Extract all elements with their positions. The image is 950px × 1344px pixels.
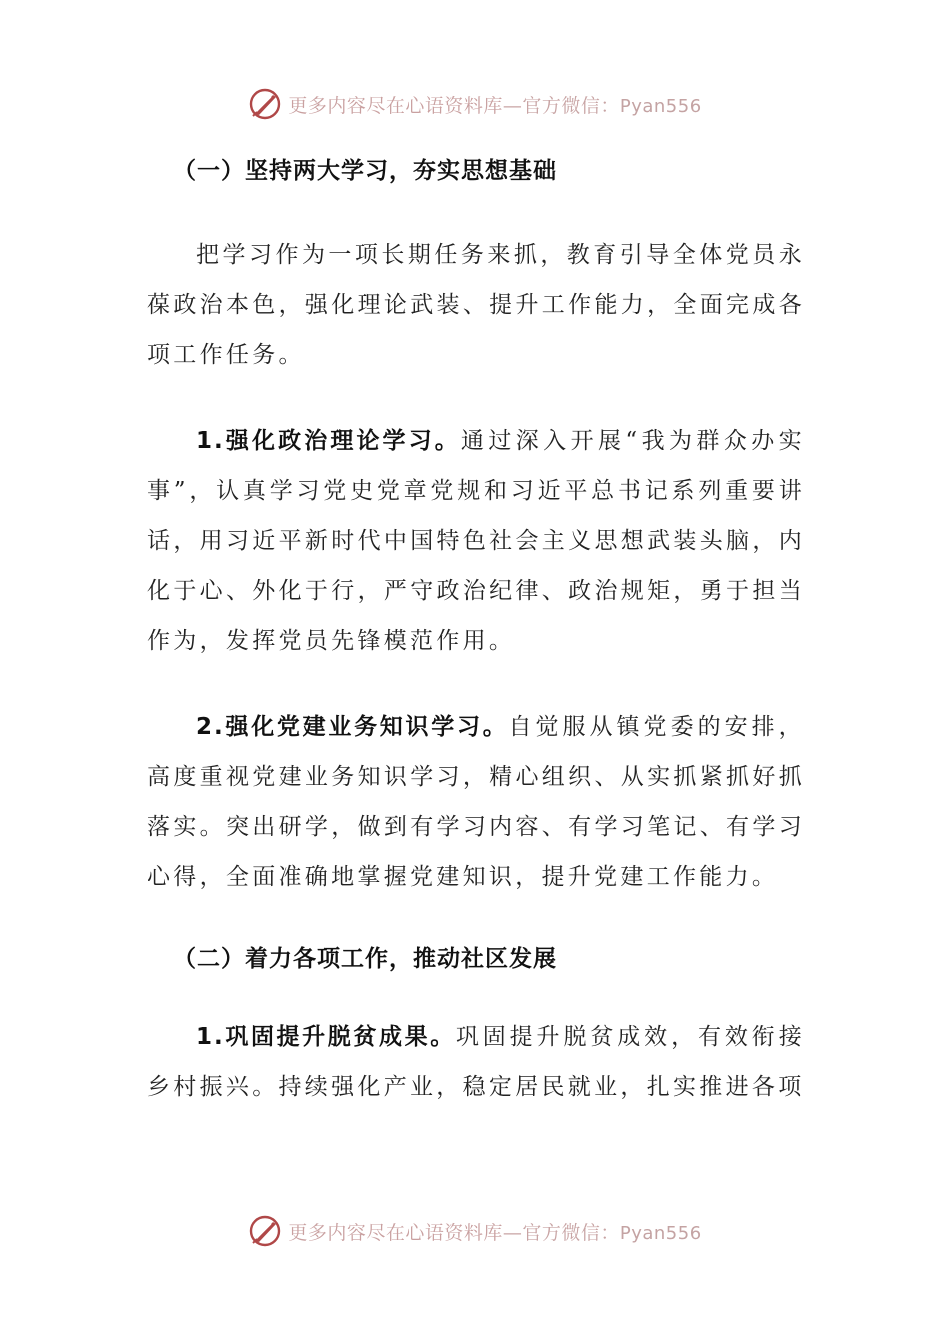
watermark-dash: —	[502, 1221, 523, 1244]
item-party-building	[147, 702, 805, 902]
watermark-banner-top	[0, 82, 950, 126]
item-text: 自觉服从镇党委的安排，高度重视党建业务知识学习，精心组织、从实抓紧抓好抓落实。突出研学，做到有学习内容、有学习笔记、有学习心得，全面准确地掌握党建知识，提升党建工作能力。	[147, 714, 805, 890]
watermark-text	[288, 91, 701, 118]
item-lead: 1.巩固提升脱贫成果。	[196, 1024, 456, 1050]
watermark-official: 官方微信：	[522, 1221, 620, 1244]
item-text: 巩固提升脱贫成效，有效衔接乡村振兴。持续强化产业，稳定居民就业，扎实推进各项	[147, 1024, 805, 1100]
section-heading-1: （一）坚持两大学习，夯实思想基础	[173, 158, 557, 184]
watermark-wechat-id: Pyan556	[619, 1222, 702, 1244]
watermark-brand: 更多内容尽在心语资料库	[288, 94, 503, 117]
item-text: 通过深入开展“我为群众办实事”，认真学习党史党章党规和习近平总书记系列重要讲话，用习近平新时代中国特色社会主义思想武装头脑，内化于心、外化于行，严守政治纪律、政治规矩，勇于担当作为，发挥党员先锋模范作用。	[147, 428, 805, 654]
quill-logo-icon	[248, 1214, 282, 1248]
item-lead: 1.强化政治理论学习。	[196, 428, 461, 454]
watermark-dash: —	[502, 94, 523, 117]
section-intro: 把学习作为一项长期任务来抓，教育引导全体党员永葆政治本色，强化理论武装、提升工作能力，全面完成各项工作任务。	[147, 242, 805, 368]
quill-logo-icon	[248, 87, 282, 121]
item-lead: 2.强化党建业务知识学习。	[196, 714, 509, 740]
item-poverty-alleviation	[147, 1012, 805, 1112]
item-political-theory	[147, 416, 805, 666]
watermark-official: 官方微信：	[522, 94, 620, 117]
section-heading-2: （二）着力各项工作，推动社区发展	[173, 946, 557, 972]
watermark-wechat-id: Pyan556	[619, 95, 702, 117]
watermark-banner-bottom	[0, 1209, 950, 1253]
document-body	[147, 148, 805, 1112]
watermark-brand: 更多内容尽在心语资料库	[288, 1221, 503, 1244]
watermark-text	[288, 1218, 701, 1245]
